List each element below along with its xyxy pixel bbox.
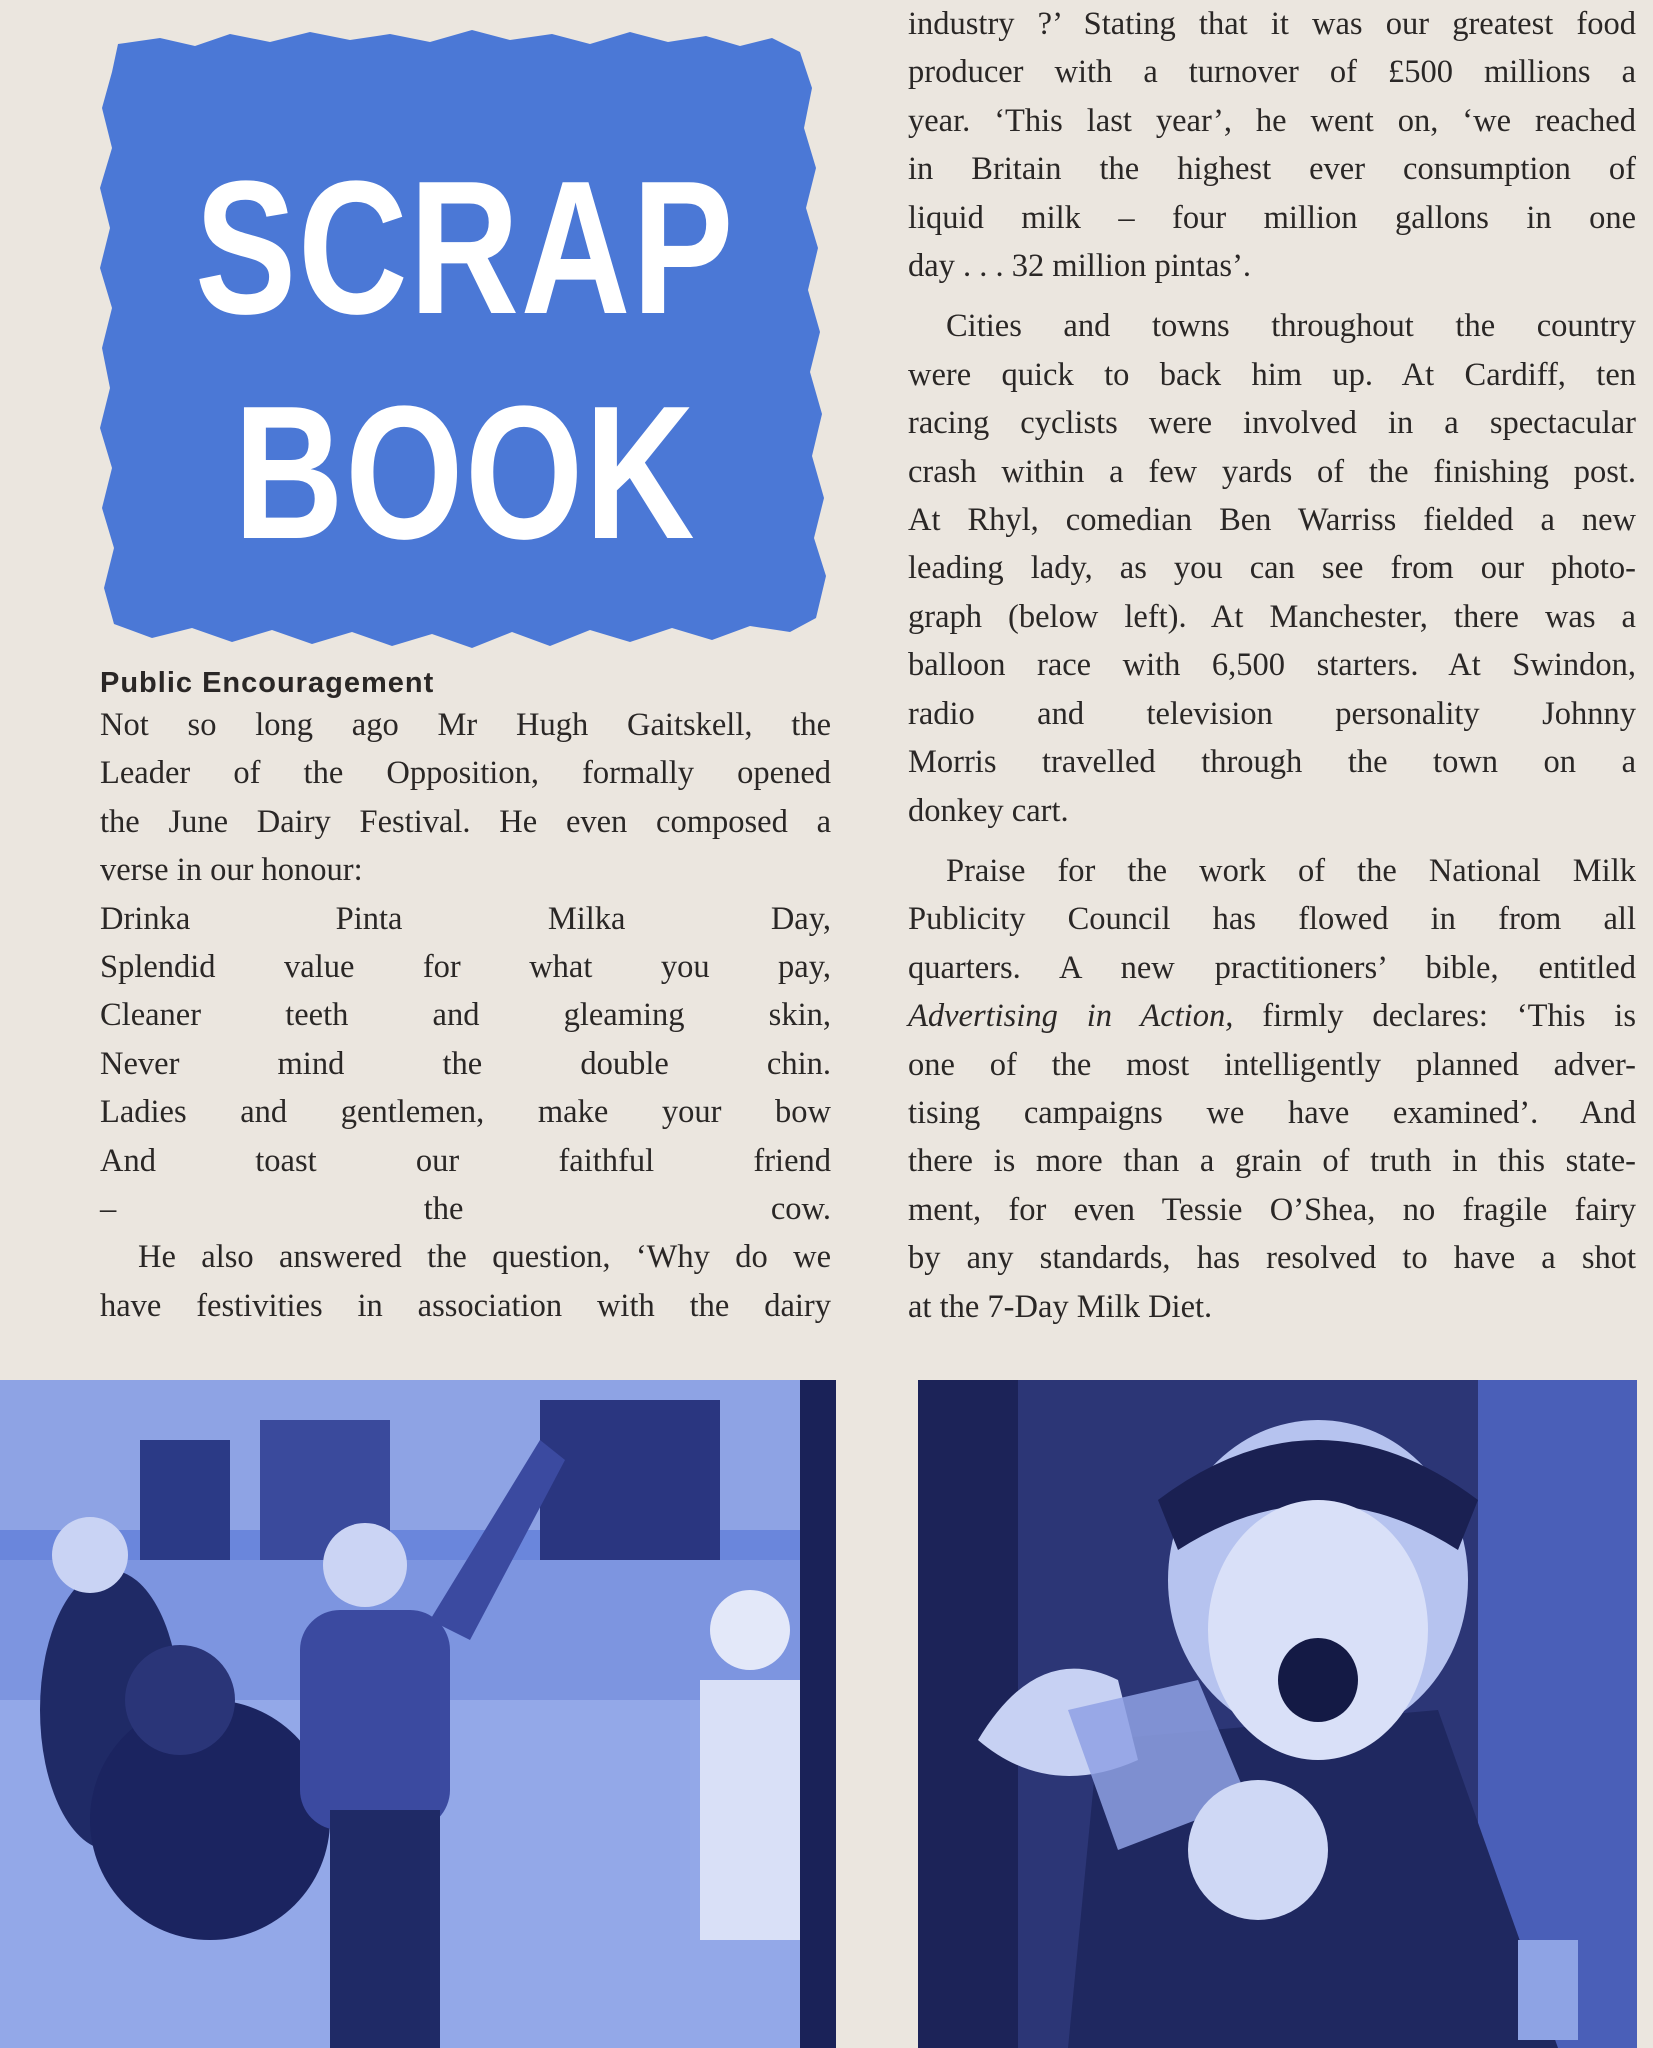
photo-illustration bbox=[0, 1380, 836, 2048]
body-line: by any standards, has resolved to have a shot bbox=[908, 1240, 1636, 1277]
body-line: were quick to back him up. At Cardiff, ten bbox=[908, 356, 1636, 393]
photo-tessie-oshea bbox=[918, 1380, 1637, 2048]
paragraph bbox=[908, 302, 1636, 834]
body-line: At Rhyl, comedian Ben Warriss fielded a new bbox=[908, 502, 1636, 539]
body-line: in Britain the highest ever consumption of bbox=[908, 151, 1636, 188]
section-heading: Public Encouragement bbox=[100, 667, 435, 699]
body-line: crash within a few yards of the finishing post. bbox=[908, 453, 1636, 490]
body-line: at the 7-Day Milk Diet. bbox=[908, 1288, 1213, 1325]
scrapbook-masthead bbox=[100, 28, 830, 658]
body-line: industry ?’ Stating that it was our greatest food bbox=[908, 6, 1636, 42]
verse bbox=[100, 895, 831, 1234]
body-line: day . . . 32 million pintas’. bbox=[908, 248, 1252, 285]
body-line: liquid milk – four million gallons in one bbox=[908, 199, 1636, 236]
body-line: Not so long ago Mr Hugh Gaitskell, the bbox=[100, 707, 831, 743]
paragraph bbox=[908, 847, 1636, 1331]
verse-line: – the cow. bbox=[100, 1191, 831, 1228]
body-line: Cities and towns throughout the country bbox=[946, 308, 1636, 345]
paragraph bbox=[908, 0, 1636, 290]
body-line: verse in our honour: bbox=[100, 852, 363, 889]
body-line: leading lady, as you can see from our photo- bbox=[908, 550, 1636, 587]
body-line: producer with a turnover of £500 millions a bbox=[908, 54, 1636, 91]
body-line: racing cyclists were involved in a spectacular bbox=[908, 405, 1636, 442]
body-line: the June Dairy Festival. He even composed a bbox=[100, 803, 831, 840]
body-line: Morris travelled through the town on a bbox=[908, 744, 1636, 781]
verse-line: Never mind the double chin. bbox=[100, 1045, 831, 1082]
body-line: have festivities in association with the dairy bbox=[100, 1287, 831, 1324]
body-line: one of the most intelligently planned adver- bbox=[908, 1046, 1636, 1083]
body-line: Praise for the work of the National Milk bbox=[946, 852, 1636, 889]
book-title: Advertising in Action, bbox=[908, 998, 1234, 1035]
photo-rhyl-parade bbox=[0, 1380, 836, 2048]
body-line: year. ‘This last year’, he went on, ‘we reached bbox=[908, 102, 1636, 139]
right-column bbox=[908, 0, 1636, 1331]
body-line: tising campaigns we have examined’. And bbox=[908, 1094, 1636, 1131]
body-line: graph (below left). At Manchester, there was a bbox=[908, 598, 1636, 635]
verse-line: Cleaner teeth and gleaming skin, bbox=[100, 997, 831, 1034]
body-line: quarters. A new practitioners’ bible, entitled bbox=[908, 949, 1636, 986]
body-line: He also answered the question, ‘Why do we bbox=[138, 1239, 831, 1276]
verse-line: And toast our faithful friend bbox=[100, 1142, 831, 1179]
masthead-word-scrap: SCRAP bbox=[194, 142, 736, 354]
body-line: balloon race with 6,500 starters. At Swindon, bbox=[908, 647, 1636, 684]
masthead-word-book: BOOK bbox=[233, 367, 697, 579]
photo-illustration bbox=[918, 1380, 1637, 2048]
body-line: there is more than a grain of truth in this state- bbox=[908, 1143, 1636, 1180]
verse-line: Ladies and gentlemen, make your bow bbox=[100, 1094, 831, 1131]
body-line: ment, for even Tessie O’Shea, no fragile fairy bbox=[908, 1191, 1636, 1228]
body-line: Advertising in Action, firmly declares: ‘This is bbox=[908, 998, 1636, 1035]
verse-line: Splendid value for what you pay, bbox=[100, 949, 831, 986]
body-line: Publicity Council has flowed in from all bbox=[908, 901, 1636, 938]
verse-line: Drinka Pinta Milka Day, bbox=[100, 900, 831, 937]
left-column bbox=[100, 665, 831, 1330]
body-line: Leader of the Opposition, formally opened bbox=[100, 755, 831, 792]
body-line: radio and television personality Johnny bbox=[908, 695, 1636, 732]
body-line: donkey cart. bbox=[908, 792, 1069, 829]
